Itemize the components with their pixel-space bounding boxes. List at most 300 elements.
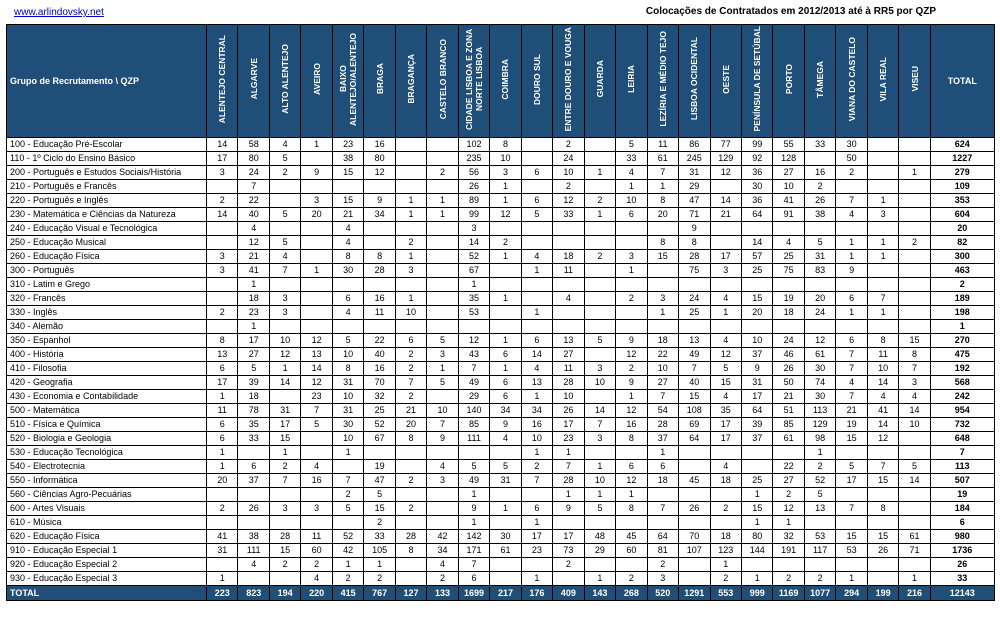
row-label: 560 - Ciências Agro-Pecuárias	[7, 488, 207, 502]
column-header	[930, 25, 994, 138]
table-cell	[899, 138, 930, 152]
row-total-cell: 198	[930, 306, 994, 320]
table-cell: 1	[836, 250, 867, 264]
row-total-cell: 6	[930, 516, 994, 530]
column-total-cell: 999	[741, 586, 772, 601]
table-cell: 5	[710, 362, 741, 376]
table-cell: 5	[616, 138, 647, 152]
table-cell: 2	[773, 572, 804, 586]
table-cell: 28	[553, 474, 584, 488]
column-header-label: VIANA DO CASTELO	[846, 36, 857, 122]
table-cell: 1	[647, 180, 678, 194]
table-cell: 33	[553, 208, 584, 222]
table-cell: 41	[773, 194, 804, 208]
table-cell: 6	[490, 348, 521, 362]
table-cell	[616, 320, 647, 334]
table-cell	[867, 138, 898, 152]
table-cell	[899, 180, 930, 194]
column-total-cell: 1077	[804, 586, 835, 601]
table-cell: 1	[395, 208, 426, 222]
column-total-cell: 216	[899, 586, 930, 601]
row-total-cell: 19	[930, 488, 994, 502]
table-cell	[836, 516, 867, 530]
table-cell: 19	[836, 418, 867, 432]
table-cell: 9	[741, 362, 772, 376]
table-cell: 3	[867, 208, 898, 222]
table-cell: 1	[490, 180, 521, 194]
table-cell: 26	[773, 362, 804, 376]
table-cell: 9	[301, 166, 332, 180]
column-header	[584, 25, 615, 138]
table-cell: 1	[458, 516, 489, 530]
table-cell: 5	[238, 362, 269, 376]
column-total-cell: 217	[490, 586, 521, 601]
table-cell	[867, 152, 898, 166]
column-header-label: PENÍNSULA DE SETÚBAL	[752, 26, 763, 132]
table-cell: 1	[238, 278, 269, 292]
table-cell: 1	[836, 306, 867, 320]
table-cell: 7	[427, 418, 458, 432]
table-cell: 2	[616, 572, 647, 586]
table-row	[7, 362, 995, 376]
table-cell: 64	[741, 208, 772, 222]
table-row	[7, 292, 995, 306]
table-cell: 22	[238, 194, 269, 208]
table-cell: 1	[207, 390, 238, 404]
table-cell: 1	[490, 250, 521, 264]
row-total-cell: 507	[930, 474, 994, 488]
column-header-label: CASTELO BRANCO	[437, 38, 448, 120]
table-cell: 10	[332, 432, 363, 446]
row-label: 550 - Informática	[7, 474, 207, 488]
table-cell: 9	[427, 432, 458, 446]
table-cell: 4	[301, 460, 332, 474]
column-total-cell: 268	[616, 586, 647, 601]
table-cell: 2	[804, 572, 835, 586]
table-cell: 64	[647, 530, 678, 544]
table-cell	[332, 180, 363, 194]
table-cell	[521, 558, 552, 572]
table-cell: 98	[804, 432, 835, 446]
column-header-label: LISBOA OCIDENTAL	[689, 37, 700, 121]
table-cell: 4	[710, 460, 741, 474]
table-cell	[207, 292, 238, 306]
table-cell: 2	[553, 180, 584, 194]
table-cell: 2	[395, 390, 426, 404]
table-cell: 17	[553, 418, 584, 432]
table-cell: 86	[679, 138, 710, 152]
table-cell: 10	[269, 334, 300, 348]
table-cell	[395, 320, 426, 334]
table-cell	[238, 446, 269, 460]
column-header	[332, 25, 363, 138]
table-cell	[364, 180, 395, 194]
table-cell: 58	[238, 138, 269, 152]
table-cell: 7	[836, 390, 867, 404]
table-cell: 4	[490, 432, 521, 446]
row-total-cell: 624	[930, 138, 994, 152]
table-cell: 12	[301, 376, 332, 390]
table-cell: 15	[269, 432, 300, 446]
row-label: 620 - Educação Física	[7, 530, 207, 544]
row-total-cell: 980	[930, 530, 994, 544]
column-total-cell: 553	[710, 586, 741, 601]
table-cell	[521, 152, 552, 166]
table-cell	[804, 222, 835, 236]
table-cell: 4	[427, 460, 458, 474]
table-cell	[836, 558, 867, 572]
table-cell: 4	[332, 236, 363, 250]
row-label: 400 - História	[7, 348, 207, 362]
table-cell	[364, 320, 395, 334]
table-cell: 2	[490, 236, 521, 250]
table-cell	[427, 264, 458, 278]
table-cell	[427, 446, 458, 460]
table-row	[7, 502, 995, 516]
table-cell	[207, 222, 238, 236]
table-cell: 4	[332, 222, 363, 236]
table-cell	[427, 180, 458, 194]
table-cell: 12	[458, 334, 489, 348]
table-cell: 5	[584, 334, 615, 348]
table-cell: 25	[773, 250, 804, 264]
table-cell: 1	[899, 166, 930, 180]
table-cell: 2	[427, 166, 458, 180]
table-cell	[301, 432, 332, 446]
row-total-cell: 1	[930, 320, 994, 334]
table-cell: 2	[207, 194, 238, 208]
table-cell: 7	[553, 460, 584, 474]
table-cell: 17	[238, 334, 269, 348]
table-cell: 1	[395, 292, 426, 306]
table-cell: 2	[647, 558, 678, 572]
column-header	[679, 25, 710, 138]
table-cell: 3	[899, 376, 930, 390]
row-label: 200 - Português e Estudos Sociais/História	[7, 166, 207, 180]
table-cell	[427, 292, 458, 306]
table-cell	[899, 250, 930, 264]
table-cell: 91	[773, 208, 804, 222]
table-cell: 1	[553, 488, 584, 502]
table-row	[7, 460, 995, 474]
table-cell: 1	[616, 488, 647, 502]
table-cell	[490, 320, 521, 334]
top-bar	[6, 0, 996, 24]
column-header	[207, 25, 238, 138]
table-cell	[584, 558, 615, 572]
table-cell	[427, 236, 458, 250]
table-cell	[395, 278, 426, 292]
table-cell: 38	[332, 152, 363, 166]
table-cell: 1	[521, 446, 552, 460]
table-cell: 10	[741, 334, 772, 348]
table-cell	[521, 292, 552, 306]
column-header	[395, 25, 426, 138]
row-header: Grupo de Recrutamento \ QZP	[7, 25, 207, 138]
table-cell: 1	[490, 194, 521, 208]
table-cell	[427, 138, 458, 152]
table-cell: 29	[679, 180, 710, 194]
table-cell: 1	[427, 194, 458, 208]
table-cell	[207, 516, 238, 530]
table-cell: 1	[647, 306, 678, 320]
table-cell: 33	[616, 152, 647, 166]
table-cell	[867, 264, 898, 278]
table-cell: 29	[458, 390, 489, 404]
row-total-cell: 26	[930, 558, 994, 572]
table-cell: 36	[741, 166, 772, 180]
table-cell	[301, 278, 332, 292]
column-header-label: BRAGANÇA	[406, 54, 417, 104]
table-cell: 1	[584, 572, 615, 586]
table-cell	[899, 152, 930, 166]
row-label: 350 - Espanhol	[7, 334, 207, 348]
table-cell	[836, 488, 867, 502]
column-header-label: AVEIRO	[311, 63, 322, 95]
row-total-cell: 109	[930, 180, 994, 194]
table-cell	[647, 264, 678, 278]
column-header-label: PORTO	[783, 63, 794, 95]
table-cell: 13	[679, 334, 710, 348]
table-cell: 15	[332, 194, 363, 208]
table-cell	[458, 446, 489, 460]
table-cell: 25	[679, 306, 710, 320]
table-cell	[269, 488, 300, 502]
table-cell	[490, 278, 521, 292]
table-cell: 7	[269, 474, 300, 488]
table-cell: 1	[710, 558, 741, 572]
table-cell	[584, 180, 615, 194]
table-row	[7, 138, 995, 152]
table-cell: 6	[836, 334, 867, 348]
table-cell: 70	[679, 530, 710, 544]
table-cell: 1	[584, 488, 615, 502]
column-header-label: TOTAL	[947, 75, 977, 86]
table-cell	[584, 278, 615, 292]
table-cell: 4	[836, 208, 867, 222]
table-cell: 7	[458, 558, 489, 572]
table-cell: 85	[773, 418, 804, 432]
row-label: 260 - Educação Física	[7, 250, 207, 264]
table-cell: 14	[458, 236, 489, 250]
table-cell: 73	[553, 544, 584, 558]
column-total-cell: 194	[269, 586, 300, 601]
table-cell: 171	[458, 544, 489, 558]
table-cell	[899, 194, 930, 208]
table-cell	[269, 278, 300, 292]
table-cell: 1	[773, 516, 804, 530]
table-cell: 27	[238, 348, 269, 362]
table-cell: 2	[301, 558, 332, 572]
row-total-cell: 189	[930, 292, 994, 306]
site-link[interactable]: www.arlindovsky.net	[14, 7, 104, 18]
table-cell: 15	[332, 166, 363, 180]
table-cell: 18	[710, 530, 741, 544]
table-cell: 8	[332, 250, 363, 264]
table-cell	[584, 236, 615, 250]
table-cell: 2	[584, 250, 615, 264]
table-cell: 3	[458, 222, 489, 236]
table-row	[7, 530, 995, 544]
column-header	[647, 25, 678, 138]
table-cell: 15	[710, 376, 741, 390]
table-cell: 5	[269, 208, 300, 222]
table-cell: 19	[364, 460, 395, 474]
column-header-label: GUARDA	[594, 60, 605, 98]
table-cell: 2	[395, 362, 426, 376]
column-header-label: LEIRIA	[626, 65, 637, 93]
table-cell	[207, 488, 238, 502]
table-cell: 35	[710, 404, 741, 418]
table-cell	[207, 558, 238, 572]
table-row	[7, 474, 995, 488]
column-header-label: CIDADE LISBOA E ZONA NORTE LISBOA	[463, 28, 484, 130]
table-cell: 8	[899, 348, 930, 362]
row-total-cell: 33	[930, 572, 994, 586]
table-cell: 74	[804, 376, 835, 390]
table-cell: 14	[899, 404, 930, 418]
table-cell	[584, 292, 615, 306]
table-cell	[207, 320, 238, 334]
row-label: 600 - Artes Visuais	[7, 502, 207, 516]
table-cell: 45	[616, 530, 647, 544]
table-cell: 69	[679, 418, 710, 432]
table-cell: 13	[521, 376, 552, 390]
table-cell: 1	[521, 306, 552, 320]
table-cell: 5	[269, 152, 300, 166]
table-cell: 10	[647, 362, 678, 376]
table-cell: 17	[836, 474, 867, 488]
table-cell: 23	[238, 306, 269, 320]
table-cell: 19	[773, 292, 804, 306]
table-cell: 4	[238, 558, 269, 572]
table-cell	[269, 180, 300, 194]
table-cell: 64	[679, 432, 710, 446]
table-cell	[490, 306, 521, 320]
table-cell	[521, 180, 552, 194]
table-cell: 3	[710, 264, 741, 278]
table-cell	[867, 446, 898, 460]
table-cell: 2	[710, 502, 741, 516]
table-cell: 5	[836, 460, 867, 474]
table-cell: 15	[741, 292, 772, 306]
table-row	[7, 236, 995, 250]
table-cell	[679, 278, 710, 292]
table-cell: 1	[836, 236, 867, 250]
table-row	[7, 278, 995, 292]
table-cell: 1	[741, 516, 772, 530]
row-total-cell: 604	[930, 208, 994, 222]
table-cell: 4	[301, 572, 332, 586]
table-cell: 31	[332, 376, 363, 390]
row-total-cell: 113	[930, 460, 994, 474]
table-cell: 7	[867, 460, 898, 474]
table-cell	[647, 320, 678, 334]
row-label: 430 - Economia e Contabilidade	[7, 390, 207, 404]
table-cell: 2	[269, 460, 300, 474]
table-cell: 6	[616, 460, 647, 474]
table-cell: 46	[773, 348, 804, 362]
table-cell	[553, 236, 584, 250]
total-row	[7, 586, 995, 601]
table-cell	[364, 222, 395, 236]
table-cell: 61	[490, 544, 521, 558]
table-row	[7, 334, 995, 348]
table-cell: 5	[584, 502, 615, 516]
table-cell	[553, 278, 584, 292]
table-cell: 4	[553, 292, 584, 306]
column-total-cell: 223	[207, 586, 238, 601]
table-cell: 1	[710, 306, 741, 320]
row-total-cell: 82	[930, 236, 994, 250]
table-cell: 2	[899, 236, 930, 250]
table-cell: 11	[553, 362, 584, 376]
table-cell: 7	[395, 376, 426, 390]
table-cell: 15	[836, 530, 867, 544]
table-cell	[867, 222, 898, 236]
row-label: 110 - 1º Ciclo do Ensino Básico	[7, 152, 207, 166]
table-cell: 23	[521, 544, 552, 558]
table-cell: 8	[207, 334, 238, 348]
table-cell	[238, 572, 269, 586]
table-cell	[395, 152, 426, 166]
table-cell	[553, 320, 584, 334]
table-cell: 10	[521, 432, 552, 446]
table-cell: 1	[647, 446, 678, 460]
table-cell	[395, 166, 426, 180]
table-cell	[427, 516, 458, 530]
table-cell: 56	[458, 166, 489, 180]
table-row	[7, 544, 995, 558]
table-cell: 20	[207, 474, 238, 488]
table-cell: 4	[773, 236, 804, 250]
table-cell: 78	[238, 404, 269, 418]
table-cell: 31	[269, 404, 300, 418]
table-cell: 3	[427, 348, 458, 362]
table-cell: 3	[427, 474, 458, 488]
table-cell	[741, 278, 772, 292]
table-cell: 14	[867, 376, 898, 390]
table-cell	[427, 320, 458, 334]
table-cell: 24	[553, 152, 584, 166]
table-cell: 21	[238, 250, 269, 264]
table-cell: 12	[490, 208, 521, 222]
table-cell: 53	[836, 544, 867, 558]
table-row	[7, 166, 995, 180]
table-cell: 14	[710, 194, 741, 208]
table-cell: 2	[616, 362, 647, 376]
table-cell: 41	[238, 264, 269, 278]
table-cell	[427, 390, 458, 404]
table-cell: 24	[804, 306, 835, 320]
table-cell: 40	[238, 208, 269, 222]
table-cell: 61	[773, 432, 804, 446]
table-cell	[899, 502, 930, 516]
total-label: TOTAL	[7, 586, 207, 601]
table-cell: 1	[804, 446, 835, 460]
table-cell	[553, 306, 584, 320]
table-cell: 28	[269, 530, 300, 544]
column-total-cell: 767	[364, 586, 395, 601]
table-cell: 1	[207, 446, 238, 460]
table-cell	[332, 320, 363, 334]
row-label: 240 - Educação Visual e Tecnológica	[7, 222, 207, 236]
table-cell: 52	[804, 474, 835, 488]
column-total-cell: 409	[553, 586, 584, 601]
table-cell: 5	[269, 236, 300, 250]
table-cell: 26	[804, 194, 835, 208]
table-cell: 15	[647, 250, 678, 264]
